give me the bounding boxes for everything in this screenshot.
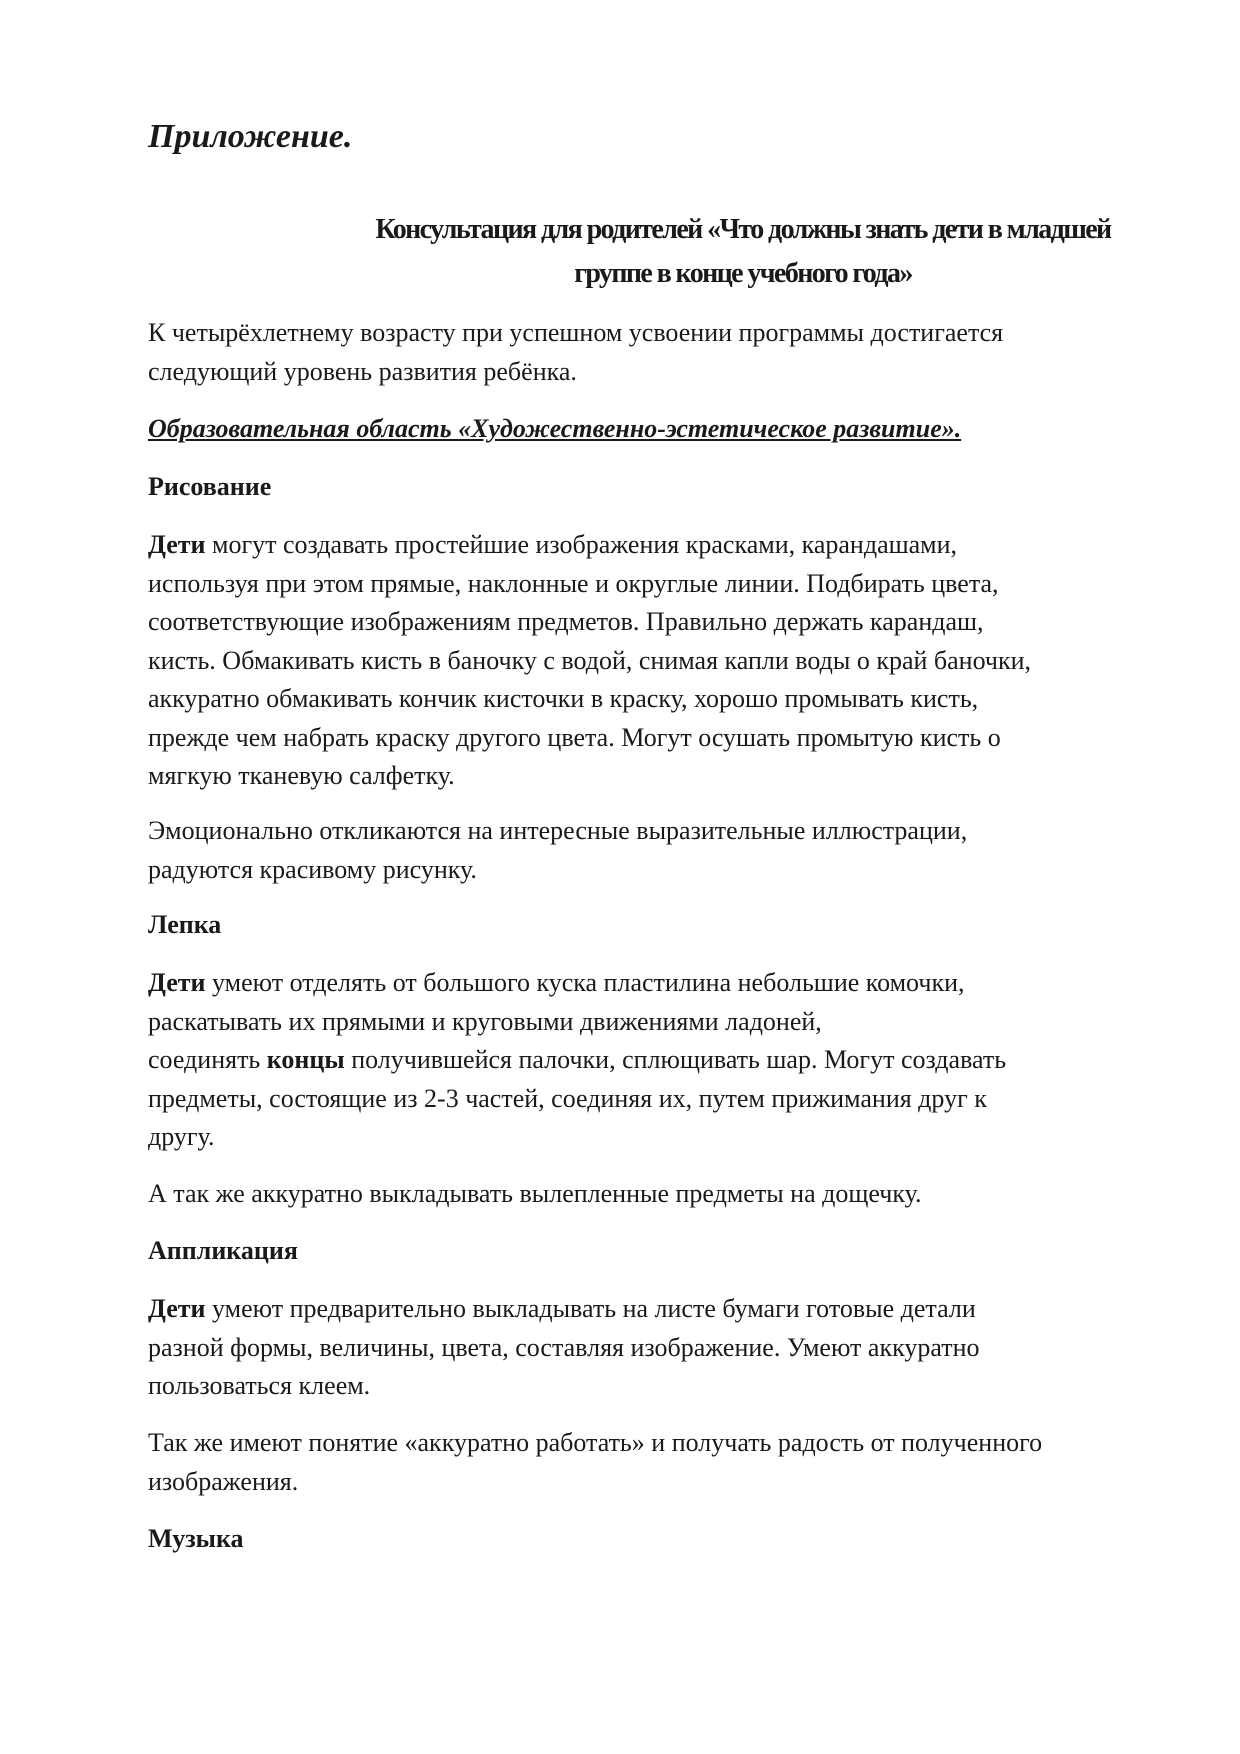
applique-subject: Дети xyxy=(148,1294,206,1323)
drawing-p1-line-2: используя при этом прямые, наклонные и округлые линии. Подбирать цвета, xyxy=(148,568,999,598)
applique-paragraph-1 xyxy=(148,1290,1158,1406)
applique-heading: Аппликация xyxy=(148,1236,298,1265)
title-line-2: группе в конце учебного года» xyxy=(574,258,912,289)
intro-paragraph xyxy=(148,314,1158,391)
educational-area-heading: Образовательная область «Художественно-эстетическое развитие». xyxy=(148,414,962,443)
modeling-p1-line-4: предметы, состоящие из 2-3 частей, соединяя их, путем прижимания друг к xyxy=(148,1083,987,1113)
drawing-p1-line-3: соответствующие изображениям предметов. Правильно держать карандаш, xyxy=(148,607,984,636)
modeling-paragraph-1 xyxy=(148,964,1158,1157)
modeling-p1-line-3a: соединять xyxy=(148,1045,267,1074)
intro-line-2: следующий уровень развития ребёнка. xyxy=(148,356,577,386)
modeling-ends-bold: концы xyxy=(266,1045,345,1074)
music-heading: Музыка xyxy=(148,1524,244,1553)
drawing-p2-line-2: радуются красивому рисунку. xyxy=(148,854,477,884)
drawing-heading: Рисование xyxy=(148,472,272,501)
modeling-p1-line-3b: получившейся палочки, сплющивать шар. Могут создавать xyxy=(344,1045,1007,1074)
title-line-1: Консультация для родителей «Что должны знать дети в младшей xyxy=(375,214,1111,245)
drawing-p1-line-4: кисть. Обмакивать кисть в баночку с водой, снимая капли воды о край баночки, xyxy=(148,645,1032,675)
drawing-subject: Дети xyxy=(148,530,206,559)
applique-p2-line-2: изображения. xyxy=(148,1466,299,1496)
applique-p2-line-1: Так же имеют понятие «аккуратно работать» и получать радость от полученного xyxy=(148,1428,1043,1457)
modeling-p2-line-1: А так же аккуратно выкладывать вылепленные предметы на дощечку. xyxy=(148,1179,922,1208)
drawing-p1-line-5: аккуратно обмакивать кончик кисточки в краску, хорошо промывать кисть, xyxy=(148,684,979,713)
applique-p1-line-3: пользоваться клеем. xyxy=(148,1371,371,1400)
drawing-p1-line-6: прежде чем набрать краску другого цвета. Могут осушать промытую кисть о xyxy=(148,722,1001,752)
applique-paragraph-2 xyxy=(148,1424,1158,1501)
modeling-p1-line-2: раскатывать их прямыми и круговыми движениями ладоней, xyxy=(148,1006,822,1036)
applique-p1-line-1: умеют предварительно выкладывать на листе бумаги готовые детали xyxy=(205,1294,976,1323)
drawing-p1-line-1: могут создавать простейшие изображения красками, карандашами, xyxy=(205,530,958,559)
appendix-label: Приложение. xyxy=(148,118,353,155)
intro-line-1: К четырёхлетнему возрасту при успешном усвоении программы достигается xyxy=(148,318,1004,347)
modeling-heading: Лепка xyxy=(148,910,222,939)
modeling-subject: Дети xyxy=(148,968,206,997)
modeling-p1-line-5: другу. xyxy=(148,1122,215,1151)
drawing-paragraph-1 xyxy=(148,526,1158,796)
modeling-p1-line-1: умеют отделять от большого куска пластилина небольшие комочки, xyxy=(205,968,965,997)
document-title xyxy=(148,208,1158,296)
drawing-p2-line-1: Эмоционально откликаются на интересные выразительные иллюстрации, xyxy=(148,816,968,845)
drawing-paragraph-2 xyxy=(148,812,1158,889)
modeling-paragraph-2 xyxy=(148,1175,1158,1214)
drawing-p1-line-7: мягкую тканевую салфетку. xyxy=(148,761,455,790)
applique-p1-line-2: разной формы, величины, цвета, составляя изображение. Умеют аккуратно xyxy=(148,1332,980,1362)
